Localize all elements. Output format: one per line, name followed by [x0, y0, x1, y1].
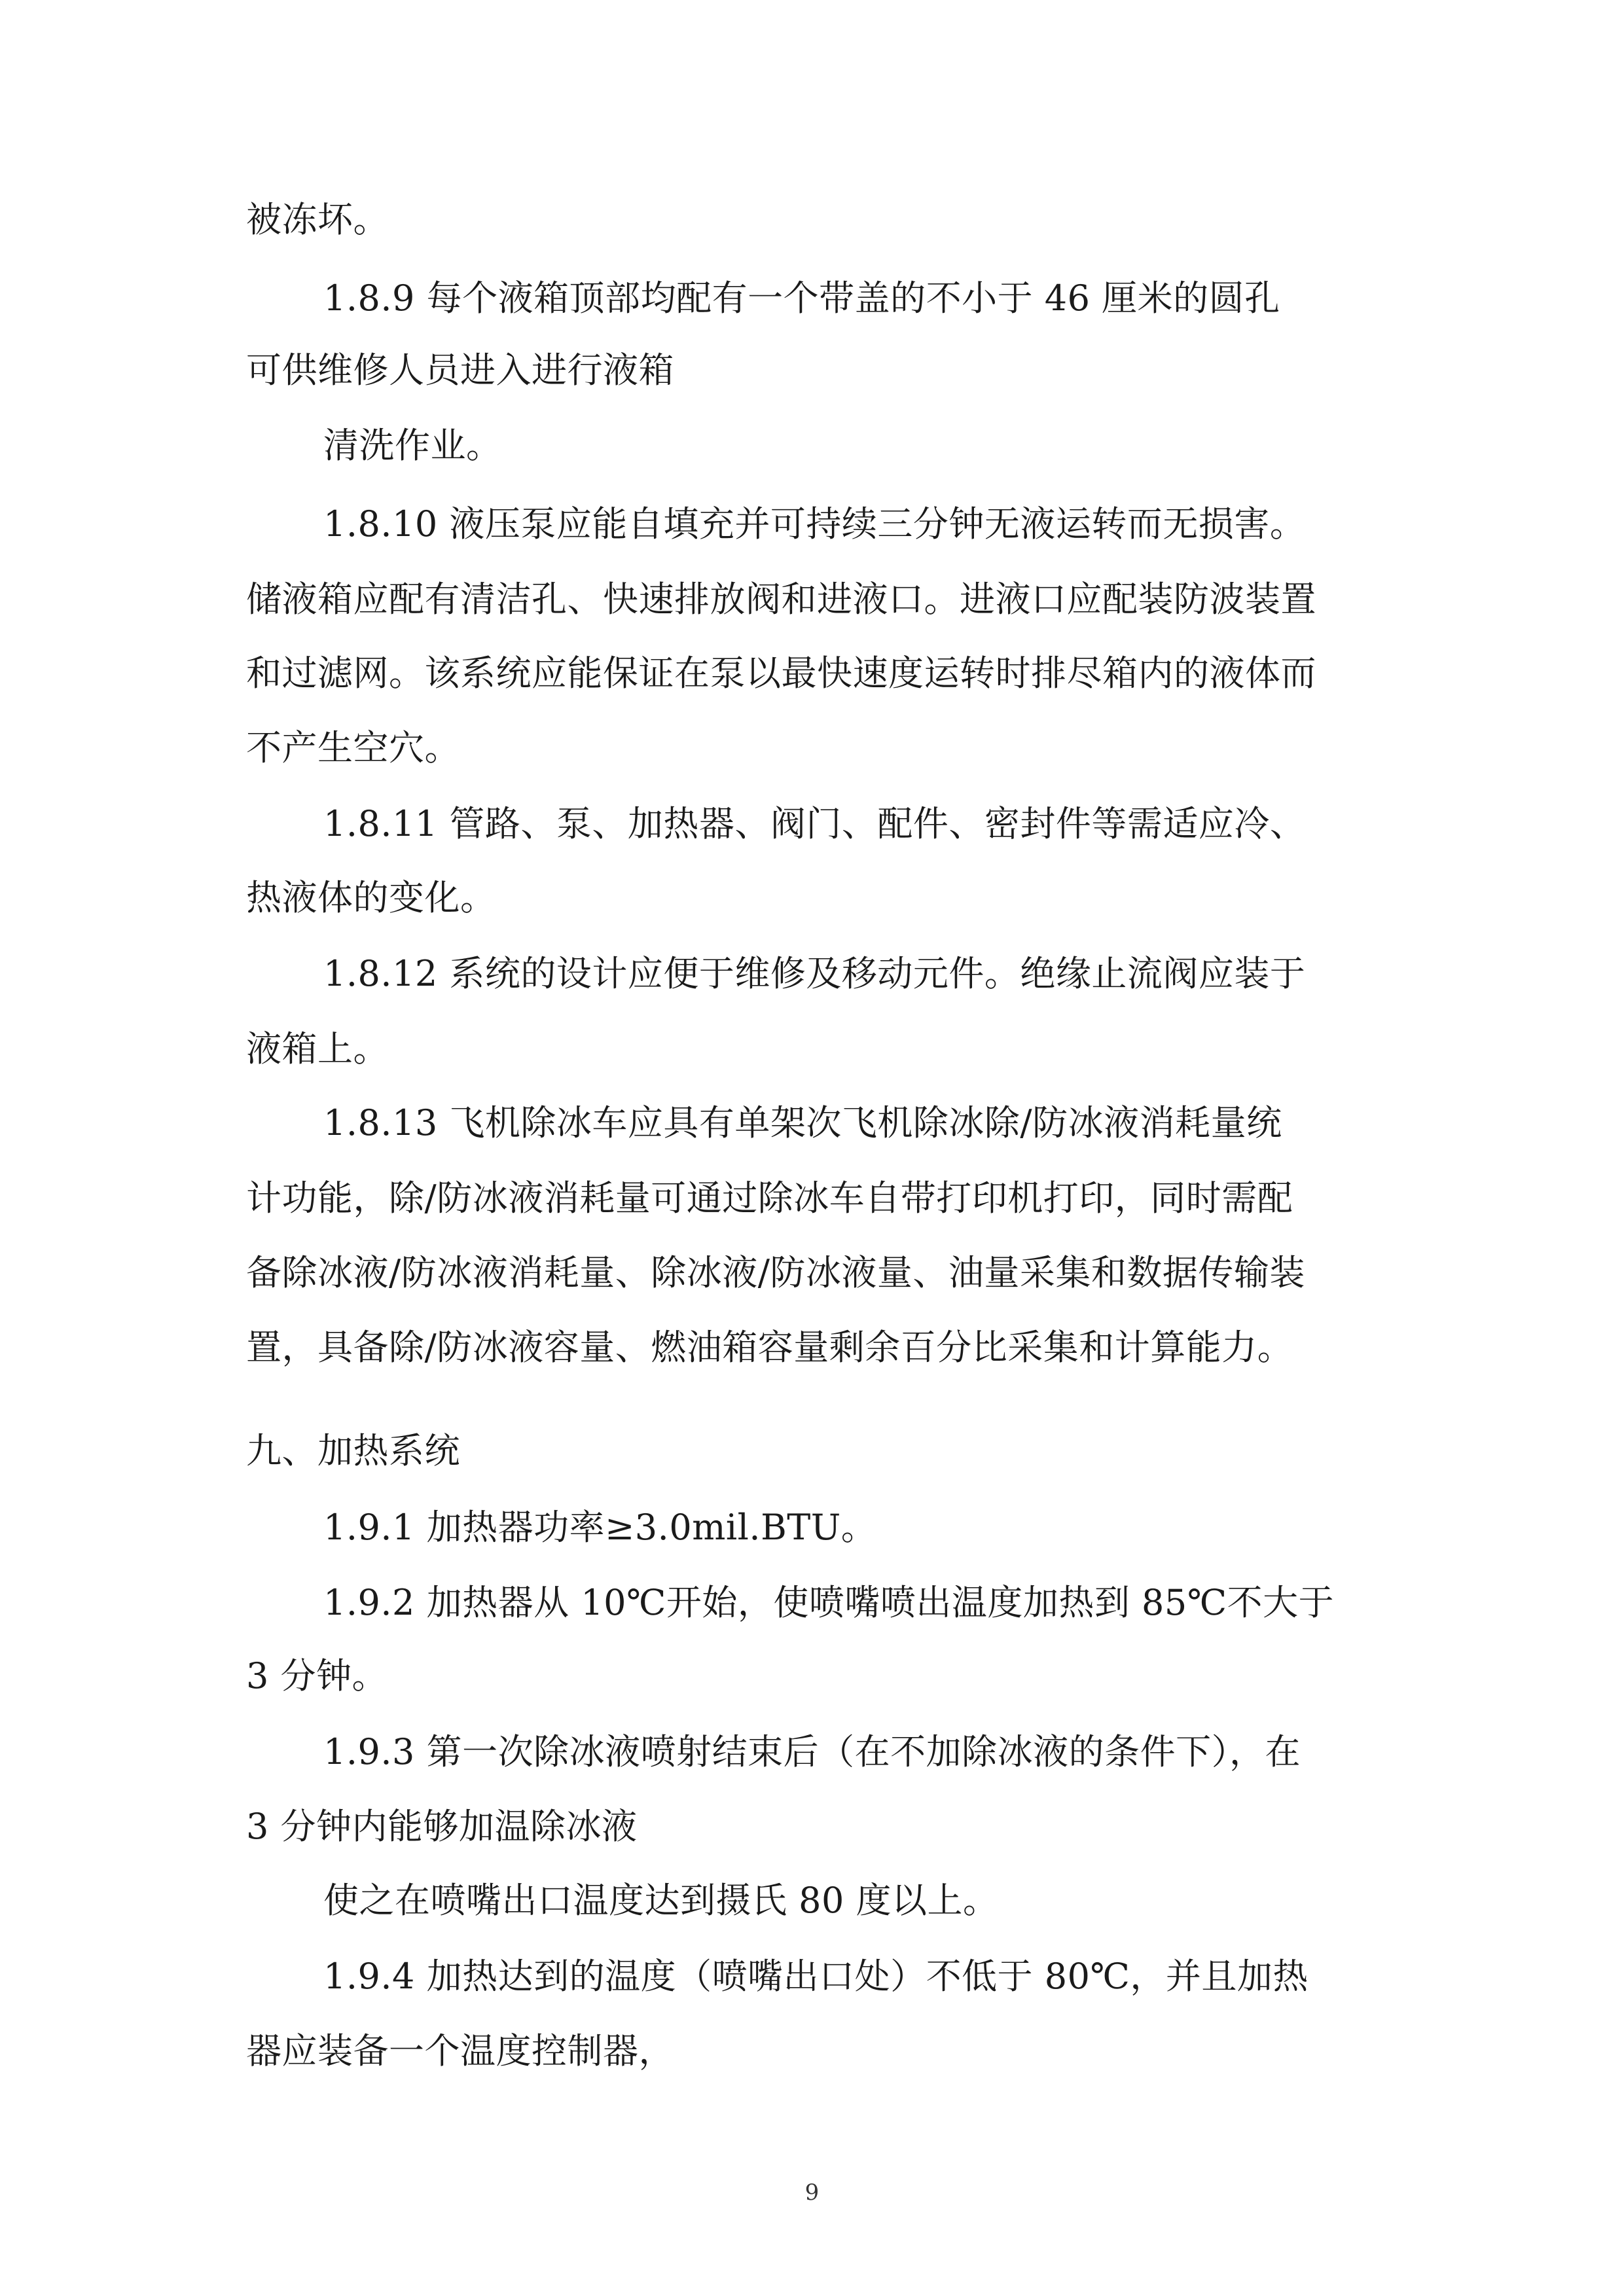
- text-line-13: 1.8.13 飞机除冰车应具有单架次飞机除冰除/防冰液消耗量统: [323, 1102, 1282, 1143]
- text-line-18: 1.9.1 加热器功率≥3.0mil.BTU。: [323, 1507, 877, 1548]
- text-line-25: 器应装备一个温度控制器，: [246, 2030, 674, 2072]
- text-line-9: 1.8.11 管路、泵、加热器、阀门、配件、密封件等需适应冷、: [323, 803, 1306, 844]
- text-line-15: 备除冰液/防冰液消耗量、除冰液/防冰液量、油量采集和数据传输装: [246, 1252, 1305, 1293]
- text-line-19: 1.9.2 加热器从 10℃开始，使喷嘴喷出温度加热到 85℃不大于: [323, 1582, 1335, 1623]
- text-line-5: 1.8.10 液压泵应能自填充并可持续三分钟无液运转而无损害。: [323, 503, 1306, 545]
- text-line-24: 1.9.4 加热达到的温度（喷嘴出口处）不低于 80℃，并且加热: [323, 1956, 1308, 1997]
- text-line-8: 不产生空穴。: [246, 727, 460, 768]
- text-line-3: 可供维修人员进入进行液箱: [246, 350, 674, 391]
- text-line-7: 和过滤网。该系统应能保证在泵以最快速度运转时排尽箱内的液体而: [246, 653, 1316, 694]
- text-line-11: 1.8.12 系统的设计应便于维修及移动元件。绝缘止流阀应装于: [323, 953, 1306, 994]
- text-line-14: 计功能，除/防冰液消耗量可通过除冰车自带打印机打印，同时需配: [246, 1177, 1293, 1219]
- text-line-2: 1.8.9 每个液箱顶部均配有一个带盖的不小于 46 厘米的圆孔: [323, 278, 1280, 319]
- section-heading: 九、加热系统: [246, 1430, 460, 1471]
- page-number: 9: [804, 2179, 820, 2206]
- text-line-6: 储液箱应配有清洁孔、快速排放阀和进液口。进液口应配装防波装置: [246, 579, 1316, 620]
- text-line-21: 1.9.3 第一次除冰液喷射结束后（在不加除冰液的条件下），在: [323, 1731, 1301, 1772]
- text-line-22: 3 分钟内能够加温除冰液: [246, 1806, 638, 1847]
- text-line-4: 清洗作业。: [323, 425, 502, 466]
- text-line-16: 置，具备除/防冰液容量、燃油箱容量剩余百分比采集和计算能力。: [246, 1327, 1293, 1368]
- text-line-20: 3 分钟。: [246, 1655, 388, 1696]
- text-line-1: 被冻坏。: [246, 199, 389, 240]
- text-line-10: 热液体的变化。: [246, 877, 496, 918]
- text-line-23: 使之在喷嘴出口温度达到摄氏 80 度以上。: [323, 1880, 999, 1921]
- text-line-12: 液箱上。: [246, 1028, 389, 1069]
